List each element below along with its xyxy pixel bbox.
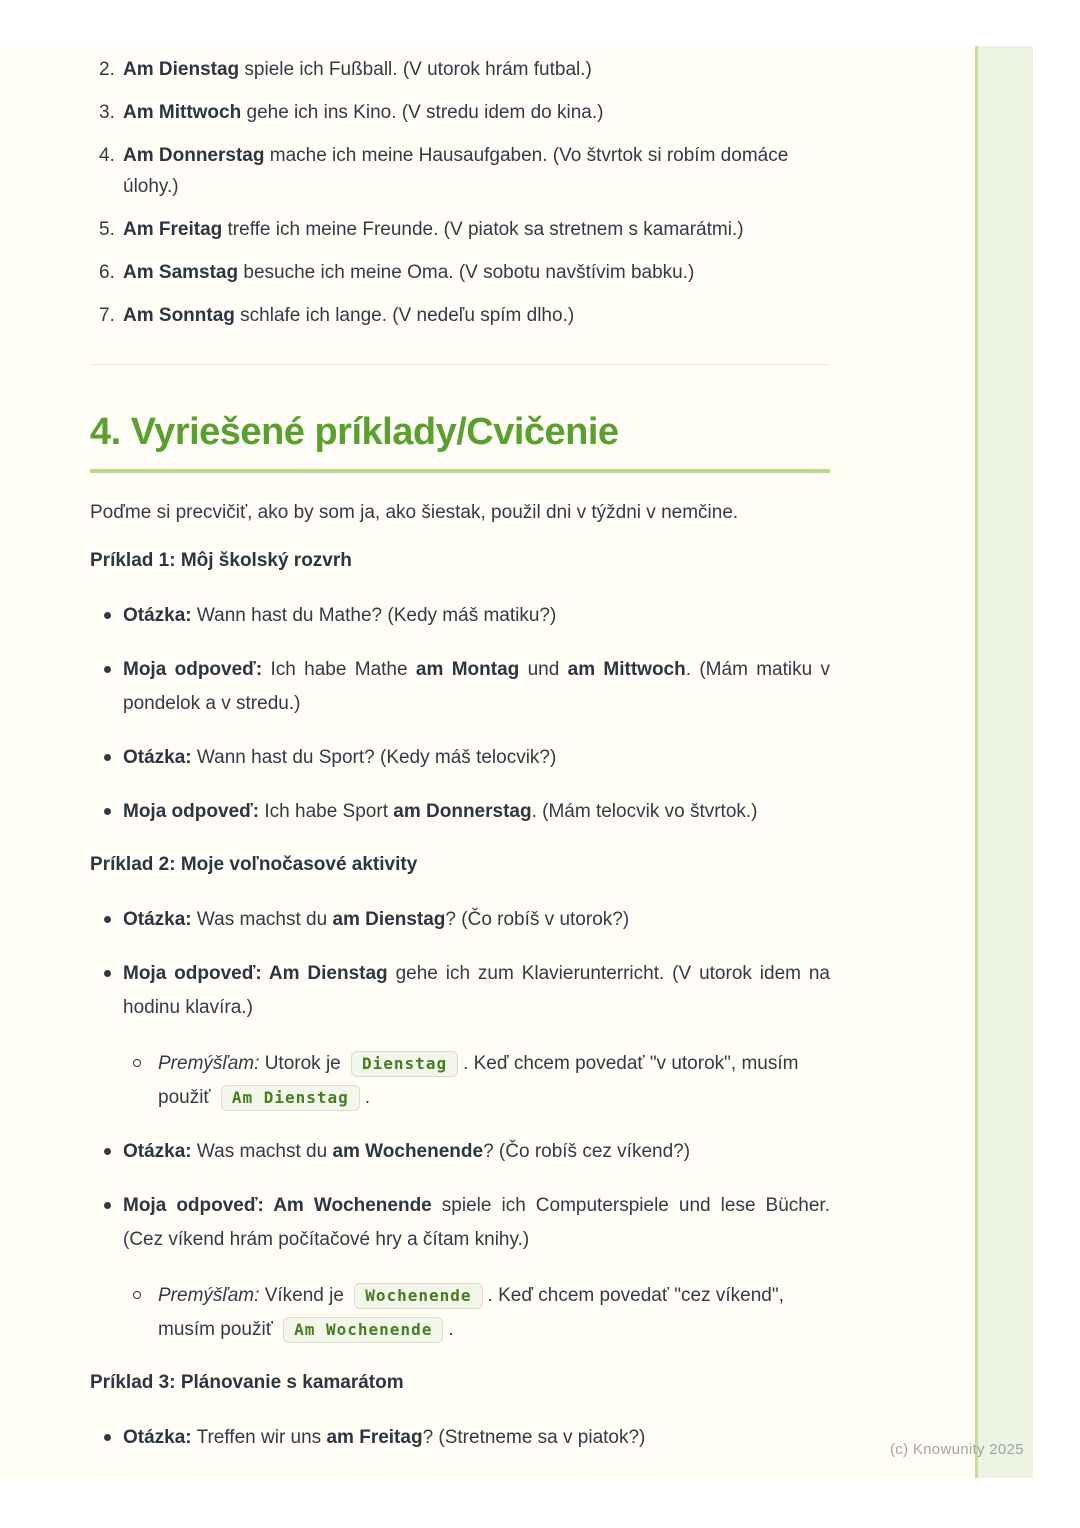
sub-bullet-list bbox=[123, 1279, 830, 1347]
text-run: Treffen wir uns bbox=[191, 1427, 327, 1448]
document-content bbox=[0, 46, 1033, 1455]
bullet-list-item bbox=[90, 1135, 830, 1169]
bold-text: Am Samstag bbox=[123, 262, 239, 283]
bold-text: Otázka: bbox=[123, 747, 192, 768]
text-run: ? (Čo robíš v utorok?) bbox=[445, 909, 630, 930]
text-run: besuche ich meine Oma. (V sobotu navštívim babku.) bbox=[238, 262, 695, 283]
bullet-list-item bbox=[90, 1421, 830, 1455]
bold-text: am Donnerstag bbox=[393, 801, 532, 822]
bullet-list bbox=[90, 599, 830, 829]
bullet-list-item bbox=[90, 1189, 830, 1347]
section-heading: 4. Vyriešené príklady/Cvičenie bbox=[90, 410, 830, 473]
italic-text: Premýšľam: bbox=[158, 1053, 260, 1074]
text-run: schlafe ich lange. (V nedeľu spím dlho.) bbox=[234, 305, 575, 326]
numbered-list-item bbox=[90, 54, 830, 85]
list-number: 6. bbox=[99, 262, 115, 283]
document-page bbox=[0, 46, 1033, 1478]
text-run: treffe ich meine Freunde. (V piatok sa stretnem s kamarátmi.) bbox=[222, 219, 744, 240]
inline-code: Dienstag bbox=[351, 1051, 458, 1077]
numbered-list-item bbox=[90, 257, 830, 288]
bold-text: am Wochenende bbox=[332, 1141, 484, 1162]
text-run: . Keď chcem povedať "cez víkend", musím použiť bbox=[158, 1285, 784, 1340]
text-run: spiele ich Fußball. (V utorok hrám futbal.) bbox=[239, 59, 592, 80]
bullet-list-item bbox=[90, 957, 830, 1115]
text-run: Wann hast du Sport? (Kedy máš telocvik?) bbox=[191, 747, 557, 768]
bold-text: Moja odpoveď: Am Dienstag bbox=[123, 963, 388, 984]
italic-text: Premýšľam: bbox=[158, 1285, 260, 1306]
text-run: ? (Čo robíš cez víkend?) bbox=[483, 1141, 691, 1162]
bold-text: Otázka: bbox=[123, 1427, 192, 1448]
bullet-list-item bbox=[90, 653, 830, 721]
numbered-list-item bbox=[90, 140, 830, 202]
list-number: 4. bbox=[99, 145, 115, 166]
example-heading: Príklad 2: Moje voľnočasové aktivity bbox=[90, 854, 418, 875]
text-run: . Keď chcem povedať "v utorok", musím použiť bbox=[158, 1053, 799, 1108]
inline-code: Wochenende bbox=[354, 1283, 482, 1309]
text-run: Utorok je bbox=[259, 1053, 347, 1074]
bold-text: Moja odpoveď: Am Wochenende bbox=[123, 1195, 432, 1216]
text-run: Ich habe Sport bbox=[259, 801, 394, 822]
text-run: Was machst du bbox=[191, 1141, 333, 1162]
text-run: gehe ich zum Klavierunterricht. (V utorok idem na hodinu klavíra.) bbox=[123, 963, 830, 1018]
bullet-list-item bbox=[90, 599, 830, 633]
bold-text: Am Mittwoch bbox=[123, 102, 242, 123]
bold-text: am Montag bbox=[415, 659, 520, 680]
text-run: Víkend je bbox=[259, 1285, 350, 1306]
text-run: Poďme si precvičiť, ako by som ja, ako šiestak, použil dni v týždni v nemčine. bbox=[90, 502, 739, 523]
bold-text: Otázka: bbox=[123, 1141, 192, 1162]
list-number: 5. bbox=[99, 219, 115, 240]
bold-text: am Mittwoch bbox=[567, 659, 686, 680]
numbered-list-item bbox=[90, 300, 830, 331]
text-run: . bbox=[448, 1319, 454, 1340]
numbered-list bbox=[90, 54, 830, 331]
bullet-list-item bbox=[90, 903, 830, 937]
sub-bullet-item bbox=[123, 1279, 830, 1347]
bold-text: Moja odpoveď: bbox=[123, 659, 263, 680]
copyright-watermark: (c) Knowunity 2025 bbox=[890, 1441, 1024, 1458]
bullet-list-item bbox=[90, 741, 830, 775]
text-run: Wann hast du Mathe? (Kedy máš matiku?) bbox=[191, 605, 557, 626]
list-number: 7. bbox=[99, 305, 115, 326]
text-run: mache ich meine Hausaufgaben. (Vo štvrtok si robím domáce úlohy.) bbox=[123, 145, 789, 197]
bullet-list-item bbox=[90, 795, 830, 829]
text-run: spiele ich Computerspiele und lese Bücher. (Cez víkend hrám počítačové hry a čítam knihy.) bbox=[123, 1195, 830, 1250]
text-run: ? (Stretneme sa v piatok?) bbox=[422, 1427, 646, 1448]
bold-text: Am Donnerstag bbox=[123, 145, 265, 166]
text-run: Was machst du bbox=[191, 909, 333, 930]
text-run: . bbox=[364, 1087, 371, 1108]
numbered-list-item bbox=[90, 97, 830, 128]
example-heading: Príklad 1: Môj školský rozvrh bbox=[90, 550, 352, 571]
list-number: 3. bbox=[99, 102, 115, 123]
bold-text: Am Freitag bbox=[123, 219, 223, 240]
section-divider bbox=[90, 364, 830, 365]
sub-bullet-list bbox=[123, 1047, 830, 1115]
bold-text: Am Dienstag bbox=[123, 59, 240, 80]
numbered-list-item bbox=[90, 214, 830, 245]
inline-code: Am Wochenende bbox=[283, 1317, 443, 1343]
bold-text: am Freitag bbox=[326, 1427, 423, 1448]
bold-text: am Dienstag bbox=[332, 909, 446, 930]
text-run: Ich habe Mathe bbox=[262, 659, 416, 680]
text-run: gehe ich ins Kino. (V stredu idem do kina.) bbox=[241, 102, 604, 123]
bullet-list bbox=[90, 903, 830, 1347]
text-run: . (Mám matiku v pondelok a v stredu.) bbox=[123, 659, 831, 714]
example-heading: Príklad 3: Plánovanie s kamarátom bbox=[90, 1372, 404, 1393]
bold-text: Otázka: bbox=[123, 909, 192, 930]
sub-bullet-item bbox=[123, 1047, 830, 1115]
text-run: und bbox=[519, 659, 568, 680]
text-run: . (Mám telocvik vo štvrtok.) bbox=[531, 801, 758, 822]
list-number: 2. bbox=[99, 59, 115, 80]
intro-paragraph bbox=[90, 497, 830, 528]
bold-text: Am Sonntag bbox=[123, 305, 235, 326]
inline-code: Am Dienstag bbox=[221, 1085, 360, 1111]
bold-text: Moja odpoveď: bbox=[123, 801, 260, 822]
bullet-list bbox=[90, 1421, 830, 1455]
bold-text: Otázka: bbox=[123, 605, 192, 626]
